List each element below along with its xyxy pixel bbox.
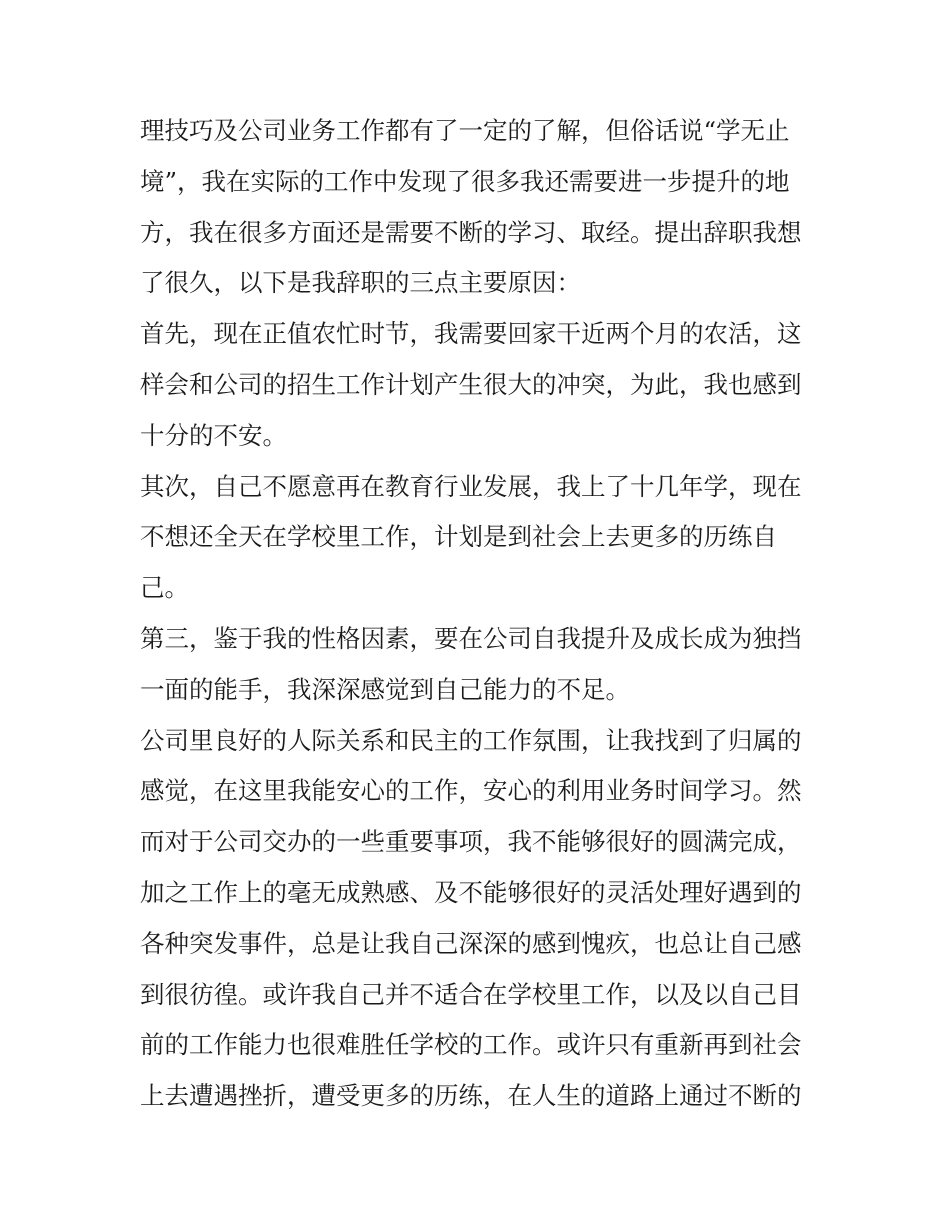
text-line: 境”，我在实际的工作中发现了很多我还需要进一步提升的地: [140, 166, 790, 196]
text-line: 公司里良好的人际关系和民主的工作氛围，让我找到了归属的: [140, 725, 802, 755]
text-line: 不想还全天在学校里工作，计划是到社会上去更多的历练自: [140, 522, 777, 552]
text-line: 第三，鉴于我的性格因素，要在公司自我提升及成长成为独挡: [140, 623, 802, 653]
text-line: 理技巧及公司业务工作都有了一定的了解，但俗话说“学无止: [140, 116, 790, 145]
text-line: 感觉，在这里我能安心的工作，安心的利用业务时间学习。然: [140, 776, 802, 806]
text-line: 加之工作上的毫无成熟感、及不能够很好的灵活处理好遇到的: [140, 877, 802, 907]
text-line: 到很彷徨。或许我自己并不适合在学校里工作，以及以自己目: [140, 979, 802, 1009]
text-line: 而对于公司交办的一些重要事项，我不能够很好的圆满完成，: [140, 827, 802, 857]
text-line: 十分的不安。: [140, 420, 287, 450]
text-line: 前的工作能力也很难胜任学校的工作。或许只有重新再到社会: [140, 1030, 802, 1060]
text-line: 了很久，以下是我辞职的三点主要原因：: [140, 268, 581, 298]
text-line: 样会和公司的招生工作计划产生很大的冲突，为此，我也感到: [140, 369, 802, 399]
text-line: 各种突发事件，总是让我自己深深的感到愧疚，也总让自己感: [140, 928, 802, 958]
document-body: [140, 106, 820, 1122]
text-line: 其次，自己不愿意再在教育行业发展，我上了十几年学，现在: [140, 471, 802, 501]
text-line: 上去遭遇挫折，遭受更多的历练，在人生的道路上通过不断的: [140, 1081, 802, 1111]
text-line: 方，我在很多方面还是需要不断的学习、取经。提出辞职我想: [140, 217, 802, 247]
text-line: 一面的能手，我深深感觉到自己能力的不足。: [140, 674, 630, 704]
text-line: 己。: [140, 573, 189, 603]
text-line: 首先，现在正值农忙时节，我需要回家干近两个月的农活，这: [140, 319, 802, 349]
